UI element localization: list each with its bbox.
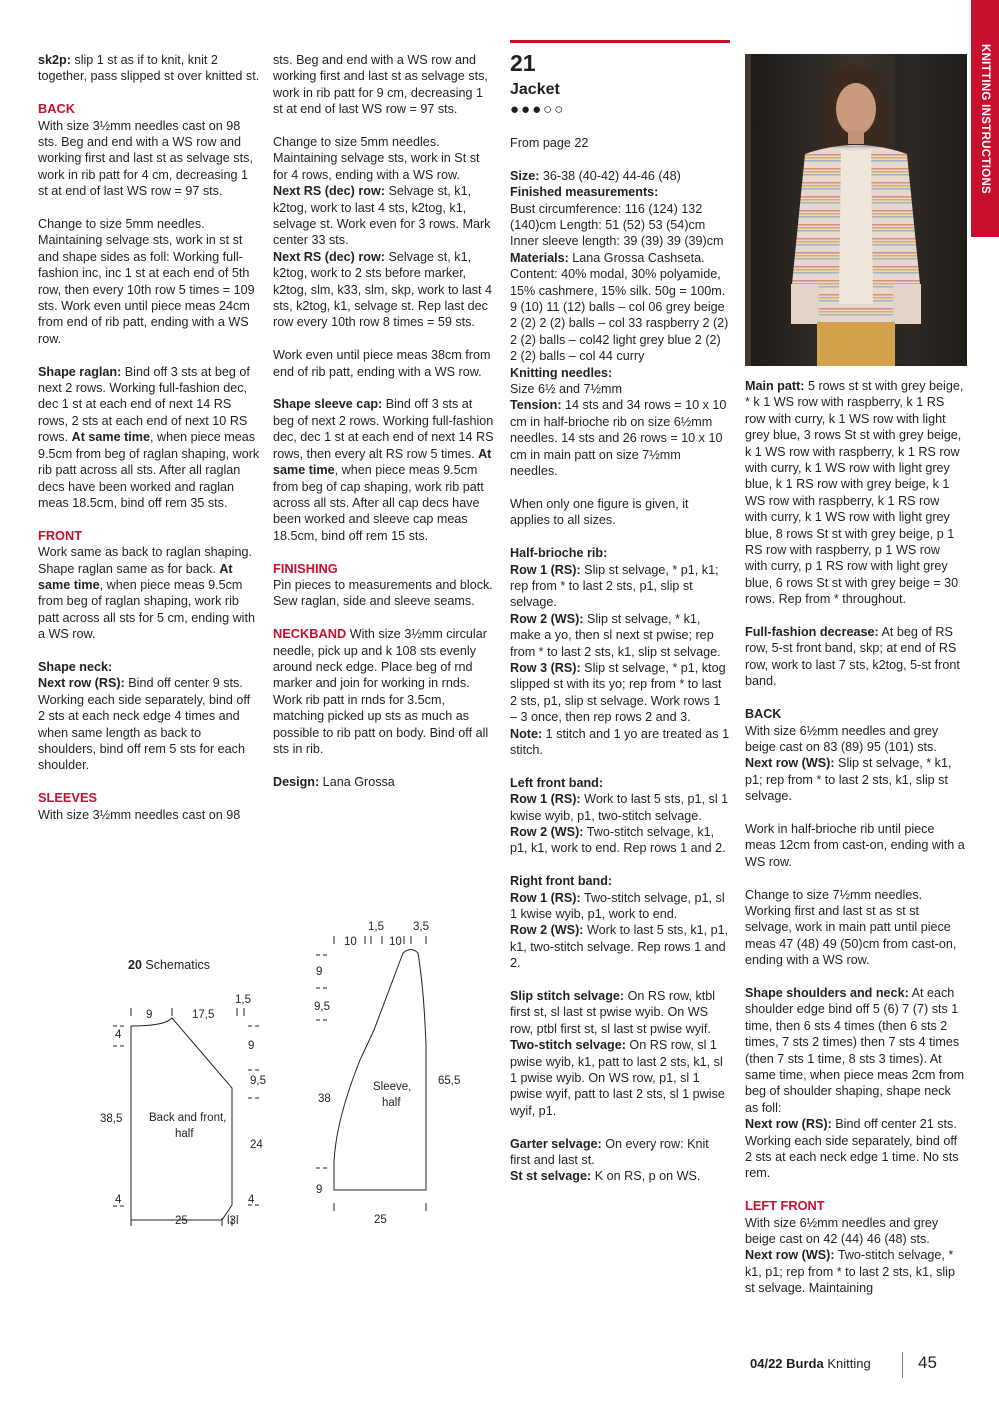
jacket-back-para-2: Work in half-brioche rib until piece meas 12cm from cast-on, ending with a WS row. [745,821,965,869]
neck-row-text: Bind off center 9 sts. Working each side separately, bind off 2 sts at each neck edge 4 times and when same length as back to shoulders, bind off rem 5 sts for each shoulder. [38,676,251,773]
lfb-row2-text: Two-stitch selvage, k1, p1, k1, work to end. Rep rows 1 and 2. [510,825,726,856]
schematic-number: 20 [128,958,142,972]
hb-row1-text: Slip st selvage, * p1, k1; rep from * to last 2 sts, p1, slip st selvage. [510,562,719,610]
garter-selvage [510,1136,730,1185]
front-section [38,528,260,643]
difficulty-rating: ●●●○○ [510,101,566,118]
ffd-label: Full-fashion decrease: [745,625,879,640]
body-dim-38-5: 38,5 [100,1113,123,1125]
jacket-back-heading: BACK [745,707,782,722]
sleeve-label-2: half [382,1097,401,1109]
body-dim-25: 25 [175,1215,188,1227]
sleeve-schematic [316,936,426,1211]
sleeve-dim-9-top: 9 [316,966,323,978]
left-front-text-a: With size 6½mm needles and grey beige cast on 42 (44) 46 (48) sts. [745,1215,939,1247]
sleeve-dimensions [314,921,460,1226]
materials-label: Materials: [510,250,569,265]
sleeve-para-1: sts. Beg and end with a WS row and working first and last st as selvage sts, work in rib patt for 9 cm, decreasing 1 st at end of last WS row = 97 sts. [273,53,488,117]
front-emph: At same time [38,561,233,592]
sleeve-dim-9-bot: 9 [316,1184,323,1196]
cap-text-c: , when piece meas 9.5cm from beg of cap shaping, work rib patt across all sts. After all cap decs have been worked and sleeve cap meas 18.5cm, bind off rem 15 sts. [273,463,484,543]
pattern-title: Jacket [510,81,560,98]
ssn-text: At each shoulder edge bind off 5 (6) 7 (7) sts 1 time, then 6 sts 4 times (then 6 sts 2 times, 7 sts 2 times) then 7 sts 4 times (then 7 sts 1 time, 8 sts 3 times). At same time, when piece meas 2cm from beg of shoulder shaping, shape neck as foll: [745,985,965,1115]
footer-issue: 04/22 [750,1356,783,1371]
neck-row-label: Next row (RS): [38,676,125,691]
dec-row-1-label: Next RS (dec) row: [273,184,385,199]
body-dim-1-5: 1,5 [235,994,251,1006]
sleeve-label-1: Sleeve, [373,1081,412,1093]
finished-meas-text: Bust circumference: 116 (124) 132 (140)cm Length: 51 (52) 53 (54)cm Inner sleeve length: 39 (39) 39 (39)cm [510,201,724,249]
column-3 [510,135,730,1201]
body-dimensions [100,994,266,1227]
shape-raglan [38,364,260,512]
footer-separator [902,1352,903,1378]
sleeves-text: With size 3½mm needles cast on 98 [38,807,241,822]
sleeves-section [38,790,260,823]
mp-text: 5 rows st st with grey beige, * k 1 WS row with raspberry, k 1 RS row with curry, k 1 WS row with light grey blue, 3 rows St st with grey beige, k 1 WS row with raspberry, k 1 RS row with curry, k 1 WS row with light grey blue, k 1 RS row with grey beige, k 1 WS row with raspberry, k 1 RS row with curry, k 1 WS row with light grey blue, 8 rows St st with grey beige, p 1 RS row with raspberry, p 1 WS row with curry, p 1 RS row with light grey blue, 6 rows St st with grey beige = 30 rows. Rep from * throughout. [745,379,964,607]
sleeve-para-3: Work even until piece meas 38cm from end of rib patt, ending with a WS row. [273,348,491,379]
sk2p-label: sk2p: [38,53,71,67]
sts-text: K on RS, p on WS. [591,1169,701,1184]
ssn-label: Shape shoulders and neck: [745,985,909,1000]
body-label-1: Back and front, [149,1112,227,1124]
raglan-text-c: , when piece meas 9.5cm from beg of raglan shaping, work rib patt across all sts. After all raglan decs have been worked and raglan meas 18.5cm, bind off rem 35 sts. [38,430,260,510]
hb-row3-label: Row 3 (RS): [510,660,581,675]
size-text: 36-38 (40-42) 44-46 (48) [539,168,681,183]
schematics-diagram [0,900,505,1240]
main-pattern [745,378,965,608]
hb-row1-label: Row 1 (RS): [510,562,581,577]
model-illustration [745,54,967,366]
front-text-a: Work same as back to raglan shaping. Shape raglan same as for back. [38,545,252,576]
pattern-number: 21 [510,50,536,76]
front-text-c: , when piece meas 9.5cm from beg of raglan shaping, work rib patt across all sts for 5 cm, ending with a WS row. [38,577,255,642]
column-2 [273,52,495,807]
left-front-heading: LEFT FRONT [745,1198,825,1214]
sleeve-dim-3-5: 3,5 [413,921,429,933]
hb-row2-text: Slip st selvage, * k1, make a yo, then sl next st pwise; rep from * to last 2 sts, k1, slip st selvage. [510,611,721,659]
footer-magazine-sub: Knitting [823,1356,871,1371]
left-front-next-label: Next row (WS): [745,1248,835,1263]
ssn-next-text: Bind off center 21 sts. Working each side separately, bind off 2 sts at each neck edge 1 time. No sts rem. [745,1117,959,1181]
raglan-label: Shape raglan: [38,364,122,379]
back-text-1: With size 3½mm needles cast on 98 sts. Beg and end with a WS row and working first and last st as selvage sts, work in rib patt for 4 cm, decreasing 1 st at end of last WS row = 97 sts. [38,118,253,199]
jacket-back-text-a: With size 6½mm needles and grey beige cast on 83 (89) 95 (101) sts. [745,723,939,754]
body-dim-17-5: 17,5 [192,1009,215,1021]
selvage-definitions [510,988,730,1119]
finishing-section [273,561,495,610]
rfb-row2-text: Work to last 5 sts, k1, p1, k1, two-stitch selvage. Rep rows 1 and 2. [510,923,729,971]
needles-text: Size 6½ and 7½mm [510,382,623,397]
body-dim-4-bl: 4 [115,1194,122,1206]
schematic-title [128,958,210,972]
back-heading: BACK [38,101,75,117]
raglan-emph: At same time [71,430,150,445]
footer-magazine: Burda [782,1356,824,1371]
shape-shoulders-neck [745,985,965,1182]
ssn-next-label: Next row (RS): [745,1117,832,1132]
left-front-next-text: Two-stitch selvage, * k1, p1; rep from * to last 2 sts, k1, slip st selvage. Maintaining [745,1248,955,1296]
hb-label: Half-brioche rib: [510,546,608,561]
shape-sleeve-cap [273,396,495,544]
rfb-row1-text: Two-stitch selvage, p1, sl 1 kwise wyib, p1, work to end. [510,890,725,922]
tension-text: 14 sts and 34 rows = 10 x 10 cm in half-brioche rib on size 6½mm needles. 14 sts and 26 rows = 10 x 10 cm in main patt on size 7½mm needles. [510,398,727,479]
body-label-2: half [175,1128,194,1140]
specs-block [510,168,730,480]
rfb-row2-label: Row 2 (WS): [510,923,584,938]
cap-text-a: Bind off 3 sts at beg of next 2 rows. Working full-fashion dec, dec 1 st at each end of next 14 RS rows, then every alt RS row 5 times. [273,397,494,461]
hb-note-text: 1 stitch and 1 yo are treated as 1 stitch. [510,726,730,757]
hb-note-label: Note: [510,726,543,741]
sleeves-heading: SLEEVES [38,790,98,806]
needles-label: Knitting needles: [510,365,613,380]
left-front-section [745,1198,965,1296]
gs-label: Garter selvage: [510,1136,602,1151]
gs-text: On every row: Knit first and last st. [510,1136,709,1168]
from-page: From page 22 [510,136,589,150]
tension-label: Tension: [510,398,562,413]
body-dim-9: 9 [146,1009,153,1021]
design-text: Lana Grossa [319,774,395,789]
sleeve-dim-38: 38 [318,1093,331,1105]
body-dim-3: l3l [227,1215,239,1227]
body-dim-4-br: 4 [248,1194,255,1206]
hb-row2-label: Row 2 (WS): [510,611,584,626]
tss-label: Two-stitch selvage: [510,1038,626,1053]
sleeve-dim-25: 25 [374,1214,387,1226]
body-dim-4-top: 4 [115,1029,122,1041]
rfb-label: Right front band: [510,874,613,889]
neckband-section [273,626,495,757]
design-label: Design: [273,774,320,789]
raglan-text-a: Bind off 3 sts at beg of next 2 rows. Working full-fashion dec, dec 1 st at each end of next 14 RS rows, 2 sts at each end of next 10 RS rows. [38,364,250,445]
schematic-title-text: Schematics [141,958,210,972]
section-tab [971,0,999,237]
column-1 [38,52,260,839]
page-number: 45 [918,1353,937,1372]
finished-meas-label: Finished measurements: [510,185,659,200]
sleeve-para-2 [273,134,495,331]
model-photo [745,54,967,366]
header-rule [510,40,730,43]
one-figure-note: When only one figure is given, it applies to all sizes. [510,496,689,528]
jacket-back-section [745,706,965,804]
sk2p-text: slip 1 st as if to knit, knit 2 together, pass slipped st over knitted st. [38,53,260,84]
neckband-text: With size 3½mm circular needle, pick up and k 108 sts evenly around neck edge. Place beg of rnd marker and join for working in rnds. Work rib patt in rnds for 3.5cm, matching picked up sts as much as possible to rib patt on body. Bind off all sts in rib. [273,627,489,756]
rfb-row1-label: Row 1 (RS): [510,890,581,905]
mp-label: Main patt: [745,379,805,393]
dec-row-1-text: Selvage st, k1, k2tog, work to last 4 sts, k2tog, k1, selvage st. Work even for 3 rows. Mark center 33 sts. [273,184,491,248]
column-4 [745,378,965,1313]
section-tab-label: KNITTING INSTRUCTIONS [979,43,991,194]
shape-neck [38,659,260,774]
finishing-text: Pin pieces to measurements and block. Sew raglan, side and sleeve seams. [273,577,493,609]
sleeve-dim-10b: 10 [389,936,402,948]
front-heading: FRONT [38,527,83,543]
sk2p-definition [38,52,260,85]
sss-text: On RS row, ktbl first st, sl last st pwise wyib. On WS row, ptbl first st, sl last st pwise wyif. [510,989,716,1036]
tss-text: On RS row, sl 1 pwise wyib, k1, patt to last 2 sts, k1, sl 1 pwise wyib. On WS row, p1, sl 1 pwise wyif, patt to last 2 sts, sl 1 pwise wyif, p1. [510,1038,725,1118]
body-dim-24: 24 [250,1139,263,1151]
materials-text: Lana Grossa Cashseta. Content: 40% modal, 30% polyamide, 15% cashmere, 15% silk. 50g = 100m. 9 (10) 11 (12) balls – col 06 grey beige 2 (2) 2 (2) balls – col 33 raspberry 2 (2) 2 (2) balls – col42 light grey blue 2 (2) 2 (2) balls – col 44 curry [510,250,729,364]
lfb-row2-label: Row 2 (WS): [510,825,584,839]
hb-row3-text: Slip st selvage, * p1, ktog slipped st with its yo; rep from * to last 2 sts, p1, slip st selvage. Work rows 1 – 3 once, then rep rows 2 and 3. [510,660,726,725]
neck-label: Shape neck: [38,659,113,674]
left-front-band [510,775,730,857]
cap-label: Shape sleeve cap: [273,397,383,412]
neckband-heading: NECKBAND [273,626,347,642]
size-label: Size: [510,168,540,183]
sleeve-dim-9-5: 9,5 [314,1001,330,1013]
pattern-header [510,40,730,118]
page-footer [750,1353,960,1372]
cap-emph: At same time [273,446,492,478]
jacket-back-next-text: Slip st selvage, * k1, p1; rep from * to last 2 sts, k1, slip st selvage. [745,756,952,804]
design-credit [273,774,495,790]
full-fashion-decrease [745,624,965,690]
sleeve-dim-10a: 10 [344,936,357,948]
lfb-label: Left front band: [510,775,604,790]
sleeve-dim-65-5: 65,5 [438,1075,461,1087]
lfb-row1-label: Row 1 (RS): [510,792,581,807]
back-paragraph-2: Change to size 5mm needles. Maintaining selvage sts, work in st st and shape sides as foll: Working full-fashion inc, inc 1 st at each end of 5th row, then every 10th row 5 times = 109 sts. Work even until piece meas 24cm from end of rib patt, ending with a WS row. [38,217,255,346]
body-dim-9-right: 9 [248,1040,255,1052]
ffd-text: At beg of RS row, 5-st front band, skp; at end of RS row, work to last 7 sts, k2tog, 5-st front band. [745,625,960,689]
body-dim-9-5: 9,5 [250,1075,266,1087]
back-section [38,101,260,199]
right-front-band [510,873,730,971]
finishing-heading: FINISHING [273,560,338,576]
dec-row-2-label: Next RS (dec) row: [273,249,385,264]
sleeve-dim-1-5: 1,5 [368,921,384,933]
sleeve-para-2-text: Change to size 5mm needles. Maintaining selvage sts, work in St st for 4 rows, ending with a WS row. [273,135,480,182]
dec-row-2-text: Selvage st, k1, k2tog, work to 2 sts before marker, k2tog, slm, k33, slm, skp, work to last 4 sts, k2tog, k1, selvage st. Rep last dec row every 10th row 8 times = 59 sts. [273,249,493,330]
half-brioche-rib [510,545,730,758]
jacket-back-next-label: Next row (WS): [745,756,835,771]
jacket-back-para-3: Change to size 7½mm needles. Working first and last st as st st selvage, work in main patt until piece meas 47 (48) 49 (50)cm from cast-on, ending with a WS row. [745,887,957,968]
lfb-row1-text: Work to last 5 sts, p1, sl 1 kwise wyib, p1, two-stitch selvage. [510,792,729,823]
sts-label: St st selvage: [510,1169,592,1184]
sss-label: Slip stitch selvage: [510,989,625,1004]
